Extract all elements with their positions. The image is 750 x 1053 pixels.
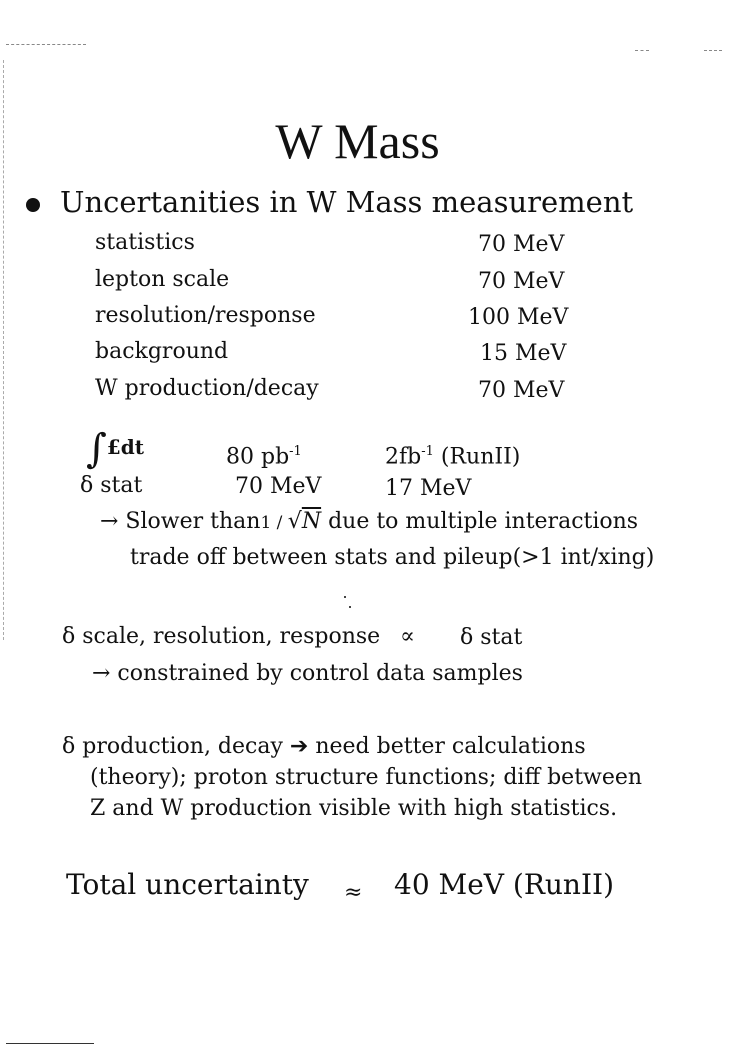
stat-label: δ stat — [80, 473, 143, 498]
bullet-icon — [26, 198, 40, 212]
uncertainty-label: W production/decay — [95, 376, 319, 401]
uncertainty-value: 15 MeV — [480, 341, 567, 366]
scale-rhs: δ stat — [460, 625, 523, 650]
scale-lhs: δ scale, resolution, response — [62, 624, 381, 649]
production-line-2: (theory); proton structure functions; diff between — [90, 765, 643, 790]
uncertainty-value: 70 MeV — [478, 232, 565, 257]
scale-note: → constrained by control data samples — [92, 661, 523, 686]
uncertainty-label: background — [95, 339, 229, 364]
uncertainty-value: 100 MeV — [468, 305, 569, 330]
uncertainty-label: lepton scale — [95, 267, 230, 292]
uncertainty-label: resolution/response — [95, 303, 316, 328]
uncertainty-value: 70 MeV — [478, 269, 565, 294]
section-heading: Uncertanities in W Mass measurement — [60, 185, 634, 219]
slower-note: → Slower than1 / √N due to multiple interactions — [100, 509, 639, 534]
uncertainty-label: statistics — [95, 230, 195, 255]
page-title: W Mass — [275, 113, 440, 169]
scan-artifact-top-right — [635, 50, 649, 51]
scan-artifact-top — [6, 44, 86, 45]
scan-artifact-bottom — [6, 1043, 94, 1044]
luminosity-run2: $2fb^{-1}$ (RunII) — [385, 444, 521, 470]
scan-artifact-top-right — [704, 50, 722, 51]
production-line-1: δ production, decay ➔ need better calculations — [62, 734, 586, 759]
uncertainty-value: 70 MeV — [478, 378, 565, 403]
proportional-symbol: ∝ — [400, 624, 415, 649]
tradeoff-note: trade off between stats and pileup(>1 int/xing) — [130, 545, 655, 570]
luminosity-label: ∫£dt — [86, 426, 144, 472]
scan-artifact-dot — [349, 606, 351, 608]
stat-run1: 70 MeV — [235, 474, 322, 499]
production-line-3: Z and W production visible with high statistics. — [90, 796, 618, 821]
arrow-right-icon: ➔ — [289, 734, 309, 759]
scan-artifact-dot — [344, 596, 346, 598]
luminosity-run1: 80 $pb^{-1}$ — [226, 444, 302, 470]
total-uncertainty-value: 40 MeV (RunII) — [394, 868, 615, 901]
stat-run2: 17 MeV — [385, 476, 472, 501]
approx-symbol: ≈ — [344, 880, 363, 905]
total-uncertainty-label: Total uncertainty — [66, 868, 309, 901]
integral-icon: ∫ — [86, 426, 107, 472]
